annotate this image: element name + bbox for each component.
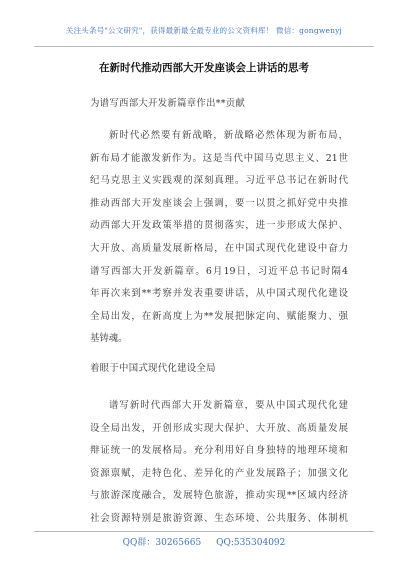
paragraph-2: [90, 395, 348, 531]
paragraph-line: 谱写新时代西部大开发新篇章，要从中国式现代化建: [109, 400, 348, 411]
paragraph-line: 基铸魂。: [90, 333, 128, 345]
header-banner: 关注头条号"公文研究"，获得最新最全最专业的公文资料库！ 微信：gongwenyj: [65, 26, 343, 35]
paragraph-1: [90, 125, 348, 351]
qq-number: QQ:535304092: [216, 538, 286, 548]
paragraph-line: 辩证统一的发展格局。充分利用好自身独特的地理环境和: [90, 445, 348, 457]
footer-contact: [0, 535, 408, 548]
paragraph-line: 资源禀赋，走特色化、差异化的产业发展路子；加强文化: [90, 467, 348, 479]
paragraph-line: 推动西部大开发座谈会上强调，要一以贯之抓好党中央推: [90, 197, 348, 209]
qq-group-number: QQ群：30265665: [122, 538, 202, 548]
document-title: 在新时代推动西部大开发座谈会上讲话的思考: [99, 62, 309, 74]
paragraph-line: 纪马克思主义实践观的深刻真理。习近平总书记在新时代: [90, 175, 348, 187]
paragraph-line: 社会资源特别是旅游资源、生态环境、公共服务、体制机: [90, 512, 348, 524]
footer-divider: [34, 531, 374, 532]
header-divider: [34, 46, 374, 47]
section-heading-1: 为谱写西部大开发新篇章作出**贡献: [90, 98, 246, 109]
section-heading-2: 着眼于中国式现代化建设全局: [90, 363, 216, 374]
paragraph-line: 年再次来到**考察并发表重要讲话，从中国式现代化建设: [90, 288, 348, 300]
paragraph-line: 与旅游深度融合，发展特色旅游，推动实现**区域内经济: [90, 490, 348, 502]
paragraph-line: 大开放、高质量发展新格局，在中国式现代化建设中奋力: [90, 242, 348, 254]
paragraph-line: 动西部大开发政策举措的贯彻落实，进一步形成大保护、: [90, 220, 348, 232]
paragraph-line: 新布局才能激发新作为。这是当代中国马克思主义、21世: [90, 152, 348, 164]
paragraph-line: 新时代必然要有新战略，新战略必然体现为新布局，: [109, 130, 348, 141]
paragraph-line: 谱写西部大开发新篇章。6月19日，习近平总书记时隔4: [90, 265, 348, 277]
paragraph-line: 全局出发，在新高度上为**发展把脉定向、赋能聚力、强: [90, 310, 348, 322]
paragraph-line: 设全局出发，开创形成实现大保护、大开放、高质量发展: [90, 422, 348, 434]
